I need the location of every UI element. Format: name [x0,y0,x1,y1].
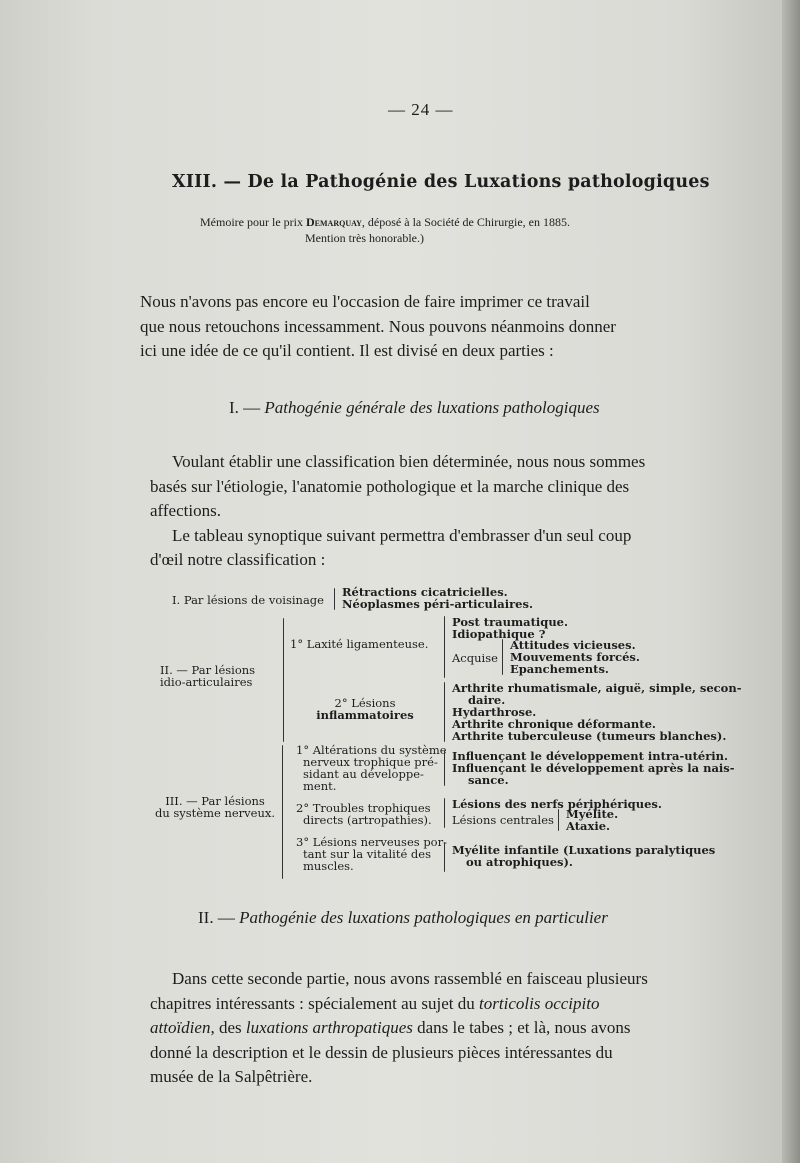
brace [558,809,559,831]
section2-number: II. — [198,908,235,927]
text: Dans cette seconde partie, nous avons rassemblé en faisceau plusieurs [172,969,648,988]
vital-item: Myélite infantile (Luxations paralytiques [452,843,716,857]
acquise-item: Epanchements. [510,662,609,676]
section2-heading [198,908,608,928]
intro-paragraph [140,290,710,364]
brace [444,616,445,678]
text-italic: luxations arthropatiques [245,1018,413,1037]
group2-label-line: idio-articulaires [160,675,253,689]
vital-label-line: 3° Lésions nerveuses por- [296,835,447,849]
brace [444,798,445,828]
trophic-label-line: ment. [303,779,337,793]
memoir-suffix: , déposé à la Société de Chirurgie, en 1885. [361,215,570,229]
centrales-label: Lésions centrales [452,813,554,827]
paragraph-line: affections. [150,501,221,520]
laxite-item: Post traumatique. [452,615,569,629]
paragraph-line: ici une idée de ce qu'il contient. Il est divisé en deux parties : [140,341,554,360]
paragraph-line: d'œil notre classification : [150,550,326,569]
inflam-item: Arthrite chronique déformante. [452,717,656,731]
text: donné la description et le dessin de plusieurs pièces intéressantes du [150,1042,613,1062]
paragraph-line [150,967,648,992]
memoir-note-line2: Mention très honorable.) [305,231,424,245]
group2-label-line: II. — Par lésions [160,663,256,677]
paragraph-line: Le tableau synoptique suivant permettra d'embrasser d'un seul coup [172,525,632,545]
text: dans le tabes ; et là, nous avons [412,1018,631,1037]
acquise-label: Acquise [452,651,498,665]
group1-label: I. Par lésions de voisinage [172,593,324,607]
inflam-item: Arthrite rhumatismale, aiguë, simple, secon- [452,681,742,695]
paragraph-line: basés sur l'étiologie, l'anatomie pothologique et la marche clinique des [150,476,630,496]
vital-item: ou atrophiques). [466,855,573,869]
acquise-item: Attitudes vicieuses. [510,638,636,652]
paragraph-line [150,1065,648,1090]
brace [444,842,445,872]
group3-label-line: III. — Par lésions [165,794,265,808]
page-edge-shadow [782,0,800,1163]
inflam-item: Arthrite tuberculeuse (tumeurs blanches). [452,729,727,743]
trophic-label-line: sidant au développe- [303,767,424,781]
brace [502,639,503,675]
brace [283,618,284,742]
brace [282,745,283,879]
direct-label-line: directs (artropathies). [303,813,432,827]
text: musée de la Salpêtrière. [150,1067,313,1086]
section1-number: I. — [229,398,261,417]
trophic-item: Influençant le développement intra-utérin. [452,749,729,763]
trophic-item: Influençant le développement après la nais- [452,761,735,775]
paragraph-line: que nous retouchons incessamment. Nous pouvons néanmoins donner [140,316,616,336]
brace [444,750,445,786]
centrales-item: Ataxie. [566,819,611,833]
group1-item: Néoplasmes péri-articulaires. [342,597,533,611]
paragraph-line [150,1016,648,1041]
section1-paragraph [150,450,645,573]
paragraph-line: Nous n'avons pas encore eu l'occasion de faire imprimer ce travail [140,292,590,311]
section2-title: Pathogénie des luxations pathologiques en particulier [239,908,608,927]
group3-label-line: du système nerveux. [154,806,276,820]
memoir-prefix: Mémoire pour le prix [200,215,303,229]
section2-paragraph [150,967,648,1090]
vital-label-line: tant sur la vitalité des [303,847,431,861]
brace [444,682,445,742]
brace [334,588,335,610]
inflam-item: Hydarthrose. [452,705,537,719]
paragraph-line [150,992,648,1017]
text: , des [210,1018,246,1037]
inflam-label-line: inflammatoires [316,708,414,722]
chapter-title: XIII. — De la Pathogénie des Luxations pathologiques [172,172,710,192]
acquise-item: Mouvements forcés. [510,650,640,664]
trophic-label-line: nerveux trophique pré- [303,755,438,769]
inflam-item: daire. [468,693,506,707]
section1-heading [229,398,600,418]
memoir-prize-name: Demarquay [305,215,362,229]
inflam-label-line: 2° Lésions [334,696,396,710]
direct-label-line: 2° Troubles trophiques [296,801,431,815]
paragraph-line [150,1041,648,1066]
text-italic: torticolis occipito [479,993,600,1013]
direct-item: Lésions des nerfs périphériques. [452,797,662,811]
laxite-label: 1° Laxité ligamenteuse. [290,637,429,651]
memoir-note-line1 [200,215,570,230]
trophic-item: sance. [468,773,509,787]
section1-title: Pathogénie générale des luxations pathologiques [264,398,600,417]
centrales-item: Myélite. [566,807,619,821]
page-number: — 24 — [388,100,454,119]
text: chapitres intéressants : spécialement au sujet du [150,993,480,1013]
trophic-label-line: 1° Altérations du système [296,743,447,757]
text-italic: attoïdien [150,1018,211,1037]
paragraph-line: Voulant établir une classification bien déterminée, nous nous sommes [172,452,646,471]
vital-label-line: muscles. [303,859,354,873]
group1-item: Rétractions cicatricielles. [342,585,508,599]
laxite-item: Idiopathique ? [452,627,546,641]
